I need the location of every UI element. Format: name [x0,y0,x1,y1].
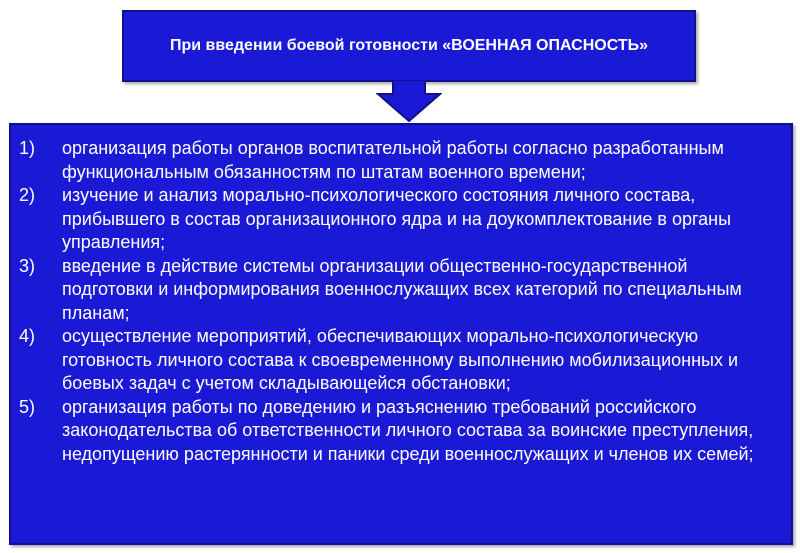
content-box [9,123,793,545]
list-item [19,255,783,326]
title-box [122,10,696,82]
list-item-text: организация работы по доведению и разъяснению требований российского законодательства об ответственности личного состава за воинские преступления, недопущению растерянности и паники среди военнослужащих и членов их семей; [62,396,754,464]
down-arrow-icon [376,80,442,122]
list-item [19,325,783,396]
list-item-number: 5) [19,396,36,417]
list-item-number: 1) [19,138,36,158]
list-item-text: изучение и анализ морально-психологического состояния личного состава, прибывшего в состав организационного ядра и на доукомплектование в органы управления; [62,185,732,252]
numbered-list [19,137,783,466]
list-item [19,184,783,255]
list-item [19,137,783,184]
list-item-number: 4) [19,326,36,346]
list-item-text: осуществление мероприятий, обеспечивающих морально-психологическую готовность личного состава к своевременному выполнению мобилизационных и боевых задач с учетом складывающейся обстановки; [62,326,739,393]
page-title: При введении боевой готовности «ВОЕННАЯ ОПАСНОСТЬ» [169,37,649,54]
list-item [19,396,783,467]
list-item-number: 2) [19,185,36,205]
list-item-number: 3) [19,255,36,276]
list-item-text: введение в действие системы организации общественно-государственной подготовки и информирования военнослужащих всех категорий по специальным планам; [62,255,742,323]
list-item-text: организация работы органов воспитательной работы согласно разработанным функциональным обязанностям по штатам военного времени; [62,138,724,182]
